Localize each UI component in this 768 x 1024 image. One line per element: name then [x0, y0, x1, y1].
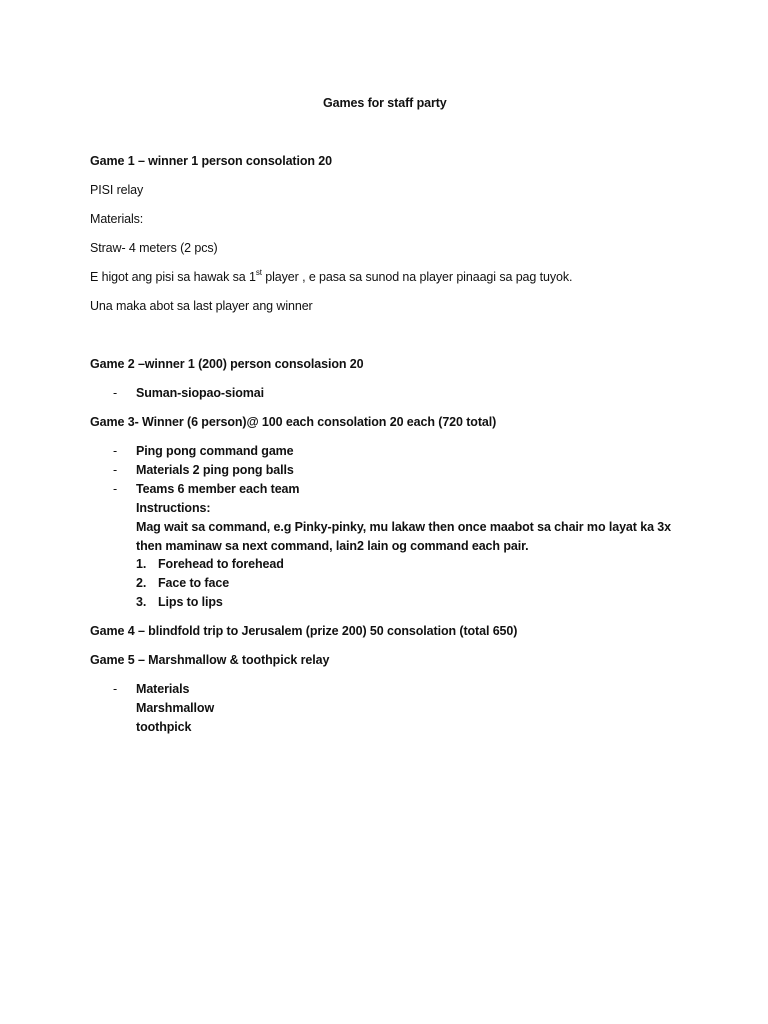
game1-instruction [90, 269, 572, 285]
bullet-dash: - [113, 444, 118, 458]
game3-heading: Game 3- Winner (6 person)@ 100 each consolation 20 each (720 total) [90, 415, 497, 429]
game5-item: Materials [136, 682, 190, 696]
game1-material: Straw- 4 meters (2 pcs) [90, 241, 218, 255]
command-number: 1. [136, 557, 147, 571]
game1-materials-label: Materials: [90, 212, 144, 226]
game3-instructions-line: then maminaw sa next command, lain2 lain og command each pair. [136, 539, 529, 553]
game1-instruction-part-a: E higot ang pisi sa hawak sa 1 [90, 270, 256, 284]
game2-item: Suman-siopao-siomai [136, 386, 264, 400]
game3-item: Ping pong command game [136, 444, 294, 458]
command-text: Lips to lips [158, 595, 223, 609]
bullet-dash: - [113, 682, 118, 696]
command-number: 3. [136, 595, 147, 609]
document-title: Games for staff party [323, 96, 447, 110]
game1-instruction-sup: st [255, 267, 262, 277]
game3-instructions-label: Instructions: [136, 501, 211, 515]
bullet-dash: - [113, 463, 118, 477]
game5-item: toothpick [136, 720, 192, 734]
game1-heading: Game 1 – winner 1 person consolation 20 [90, 154, 333, 168]
game2-heading: Game 2 –winner 1 (200) person consolasion 20 [90, 357, 364, 371]
game1-name: PISI relay [90, 183, 144, 197]
command-number: 2. [136, 576, 147, 590]
game5-heading: Game 5 – Marshmallow & toothpick relay [90, 653, 330, 667]
game3-item: Materials 2 ping pong balls [136, 463, 294, 477]
command-text: Forehead to forehead [158, 557, 284, 571]
game3-item: Teams 6 member each team [136, 482, 300, 496]
game1-instruction-part-b: player , e pasa sa sunod na player pinaagi sa pag tuyok. [261, 270, 573, 284]
game5-item: Marshmallow [136, 701, 215, 715]
bullet-dash: - [113, 386, 118, 400]
bullet-dash: - [113, 482, 118, 496]
game3-instructions-line: Mag wait sa command, e.g Pinky-pinky, mu lakaw then once maabot sa chair mo layat ka 3x [136, 520, 672, 534]
game4-heading: Game 4 – blindfold trip to Jerusalem (prize 200) 50 consolation (total 650) [90, 624, 518, 638]
game1-winner-rule: Una maka abot sa last player ang winner [90, 299, 313, 313]
command-text: Face to face [158, 576, 230, 590]
